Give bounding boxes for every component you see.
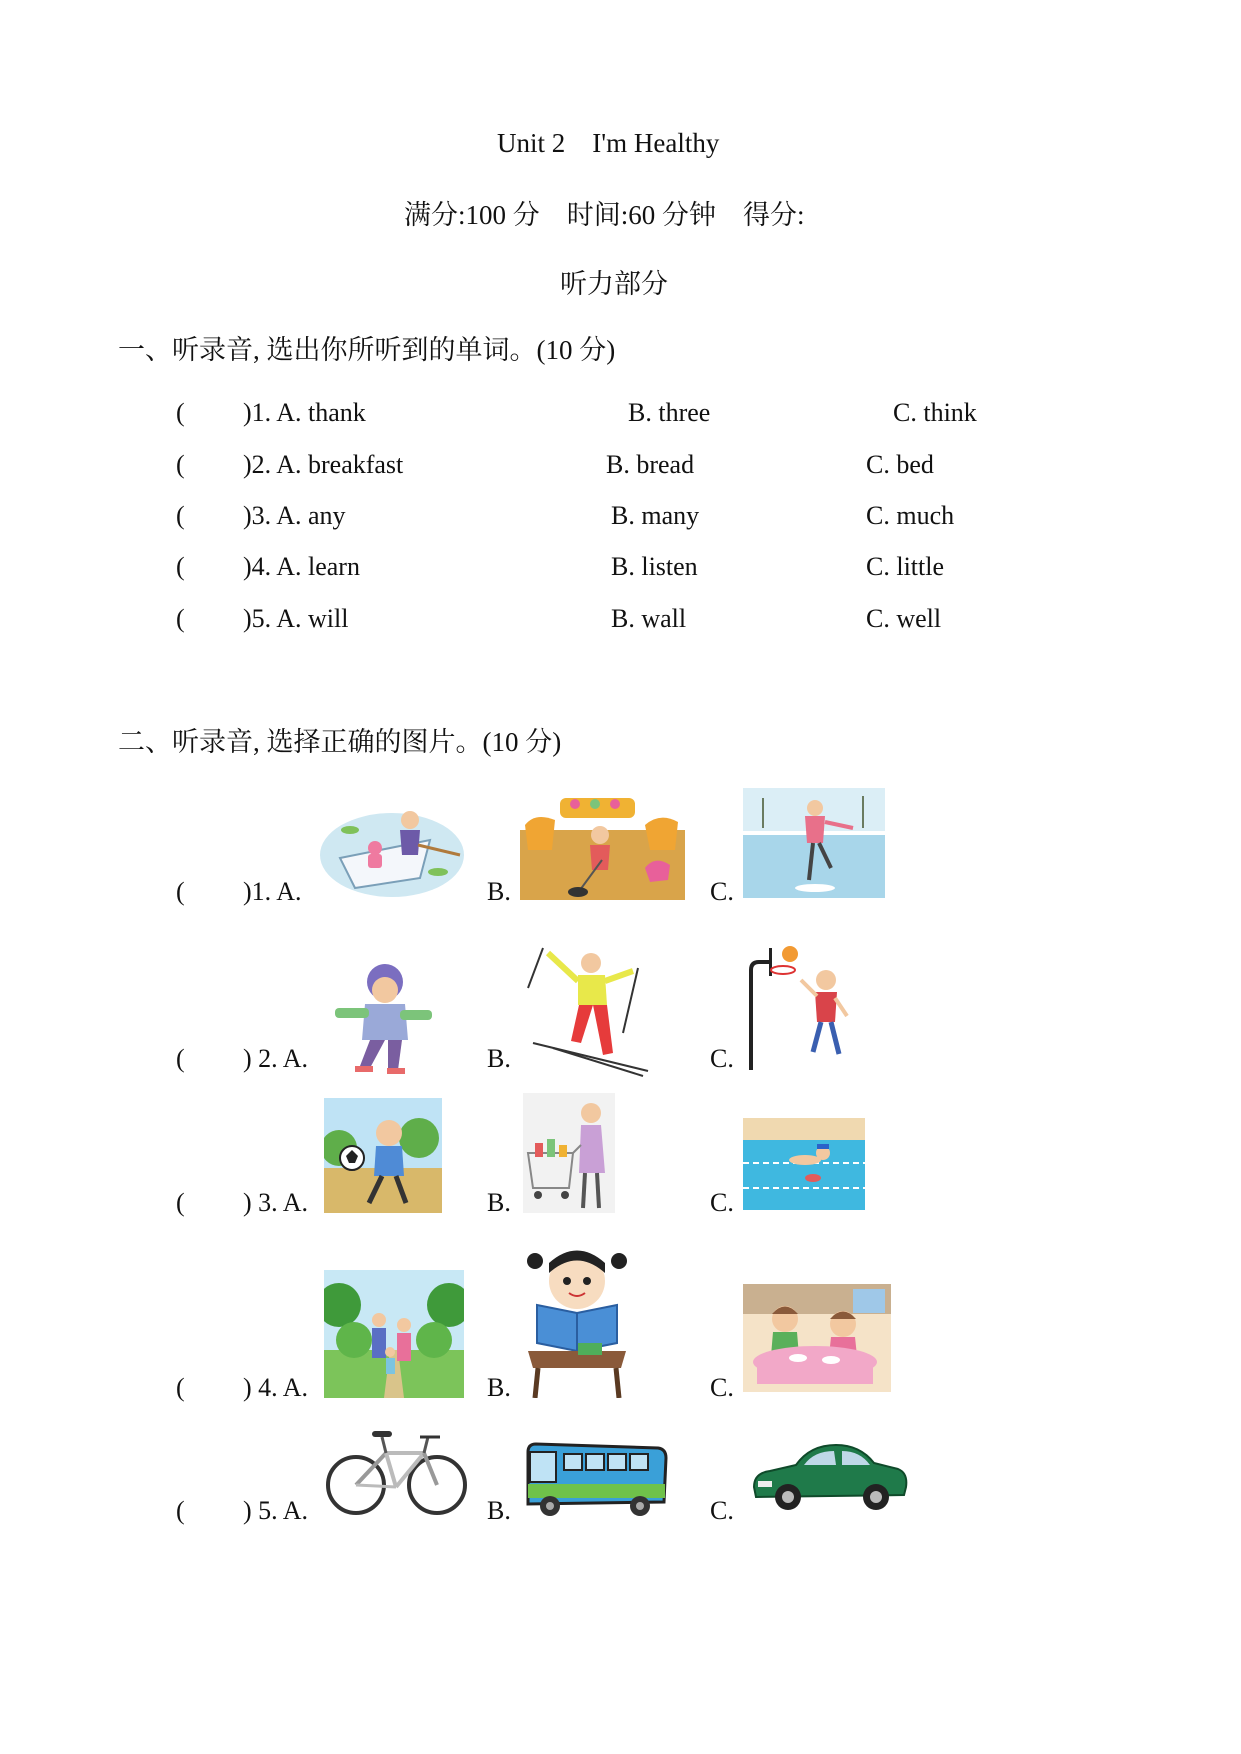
family-park-walk-icon[interactable] [324,1270,464,1398]
option-a: )5. A. will [243,604,349,633]
ice-skating-icon[interactable] [743,788,885,898]
shopping-cart-woman-icon[interactable] [523,1093,615,1213]
option-c: C. little [866,552,944,581]
answer-paren[interactable]: ( [176,398,185,427]
option-a-label: ) 3. A. [243,1188,308,1217]
car-icon[interactable] [748,1435,910,1515]
swimming-pool-icon[interactable] [743,1118,865,1210]
answer-paren[interactable]: ( [176,1188,185,1217]
answer-paren[interactable]: ( [176,1496,185,1525]
option-c: C. well [866,604,942,633]
answer-paren[interactable]: ( [176,1373,185,1402]
option-a-label: ) 4. A. [243,1373,308,1402]
option-a-label: ) 2. A. [243,1044,308,1073]
option-c-label: C. [710,877,734,906]
option-c: C. much [866,501,955,530]
score-info: 满分:100 分 时间:60 分钟 得分: [404,200,805,230]
option-b-label: B. [487,1044,511,1073]
boat-rowing-icon[interactable] [320,800,465,900]
option-b: B. listen [611,552,698,581]
option-c-label: C. [710,1373,734,1402]
option-b-label: B. [487,877,511,906]
bicycle-icon[interactable] [324,1425,469,1520]
answer-paren[interactable]: ( [176,450,185,479]
option-a: )3. A. any [243,501,346,530]
option-b: B. many [611,501,700,530]
option-a: )4. A. learn [243,552,360,581]
skiing-man-icon[interactable] [523,943,653,1078]
option-c-label: C. [710,1496,734,1525]
bus-icon[interactable] [522,1440,668,1520]
option-c: C. think [893,398,977,427]
option-b-label: B. [487,1373,511,1402]
skating-boy-icon[interactable] [330,960,435,1078]
answer-paren[interactable]: ( [176,1044,185,1073]
option-c-label: C. [710,1044,734,1073]
answer-paren[interactable]: ( [176,604,185,633]
children-eating-table-icon[interactable] [743,1284,891,1392]
option-c: C. bed [866,450,934,479]
girl-reading-book-icon[interactable] [523,1243,631,1398]
page-title: Unit 2 I'm Healthy [497,128,720,158]
option-b: B. wall [611,604,687,633]
option-a: )1. A. thank [243,398,366,427]
answer-paren[interactable]: ( [176,501,185,530]
football-boy-icon[interactable] [324,1098,442,1213]
basketball-boy-icon[interactable] [743,940,858,1070]
option-b-label: B. [487,1496,511,1525]
sweeping-floor-icon[interactable] [520,790,685,900]
option-a-label: ) 5. A. [243,1496,308,1525]
option-b: B. bread [606,450,695,479]
option-a: )2. A. breakfast [243,450,404,479]
option-a-label: )1. A. [243,877,302,906]
option-b-label: B. [487,1188,511,1217]
section-name: 听力部分 [560,269,668,299]
part1-heading: 一、听录音, 选出你所听到的单词。(10 分) [118,335,616,365]
answer-paren[interactable]: ( [176,552,185,581]
answer-paren[interactable]: ( [176,877,185,906]
option-b: B. three [628,398,711,427]
part2-heading: 二、听录音, 选择正确的图片。(10 分) [118,727,562,757]
option-c-label: C. [710,1188,734,1217]
